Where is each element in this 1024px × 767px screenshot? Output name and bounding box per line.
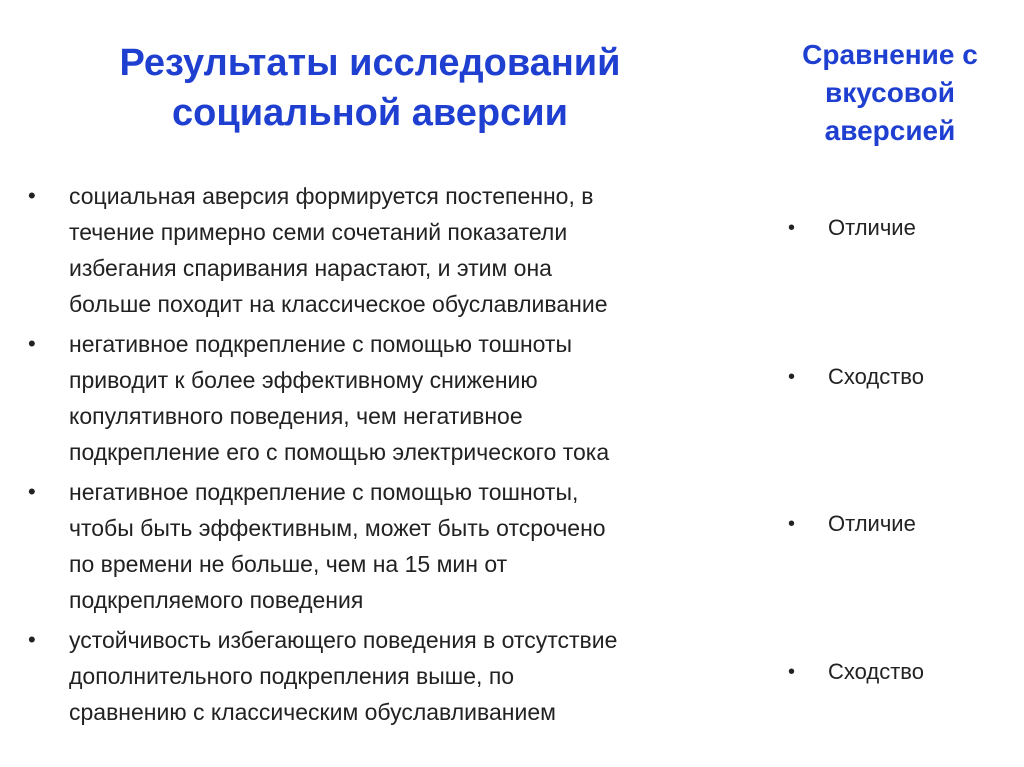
finding-item — [24, 474, 764, 618]
finding-line: устойчивость избегающего поведения в отсутствие — [69, 627, 618, 653]
comparison-label: Сходство — [828, 659, 924, 684]
bullet-icon: • — [28, 183, 36, 208]
comparison-heading-line: Сравнение с — [802, 39, 978, 70]
comparison-item — [786, 509, 916, 539]
finding-line: течение примерно семи сочетаний показатели — [69, 219, 568, 245]
bullet-icon: • — [788, 661, 796, 683]
finding-line: копулятивного поведения, чем негативное — [69, 403, 523, 429]
finding-item — [24, 622, 764, 730]
findings-list — [24, 178, 764, 734]
finding-line: негативное подкрепление с помощью тошноты — [69, 331, 573, 357]
comparison-item — [786, 657, 924, 687]
comparison-label: Сходство — [828, 364, 924, 389]
finding-line: по времени не больше, чем на 15 мин от — [69, 551, 508, 577]
finding-line: подкрепление его с помощью электрического тока — [69, 439, 610, 465]
finding-line: сравнению с классическим обуславливанием — [69, 699, 556, 725]
slide-title-line: Результаты исследований — [119, 42, 621, 84]
comparison-heading-line: аверсией — [824, 115, 956, 146]
bullet-icon: • — [28, 479, 36, 504]
comparison-item — [786, 213, 916, 243]
slide-title — [40, 38, 700, 138]
finding-item — [24, 178, 764, 322]
finding-line: социальная аверсия формируется постепенно, в — [69, 183, 594, 209]
finding-line: подкрепляемого поведения — [69, 587, 364, 613]
comparison-heading — [770, 36, 1010, 150]
bullet-icon: • — [788, 366, 796, 388]
finding-line: приводит к более эффективному снижению — [69, 367, 538, 393]
bullet-icon: • — [28, 331, 36, 356]
slide-title-line: социальной аверсии — [172, 92, 568, 134]
finding-line: избегания спаривания нарастают, и этим она — [69, 255, 552, 281]
comparison-label: Отличие — [828, 215, 916, 240]
finding-line: негативное подкрепление с помощью тошноты, — [69, 479, 579, 505]
bullet-icon: • — [28, 627, 36, 652]
finding-line: чтобы быть эффективным, может быть отсрочено — [69, 515, 606, 541]
bullet-icon: • — [788, 513, 796, 535]
finding-item — [24, 326, 764, 470]
comparison-item — [786, 362, 924, 392]
comparison-heading-line: вкусовой — [825, 77, 955, 108]
comparison-label: Отличие — [828, 511, 916, 536]
finding-line: больше походит на классическое обуславливание — [69, 291, 608, 317]
finding-line: дополнительного подкрепления выше, по — [69, 663, 515, 689]
bullet-icon: • — [788, 217, 796, 239]
